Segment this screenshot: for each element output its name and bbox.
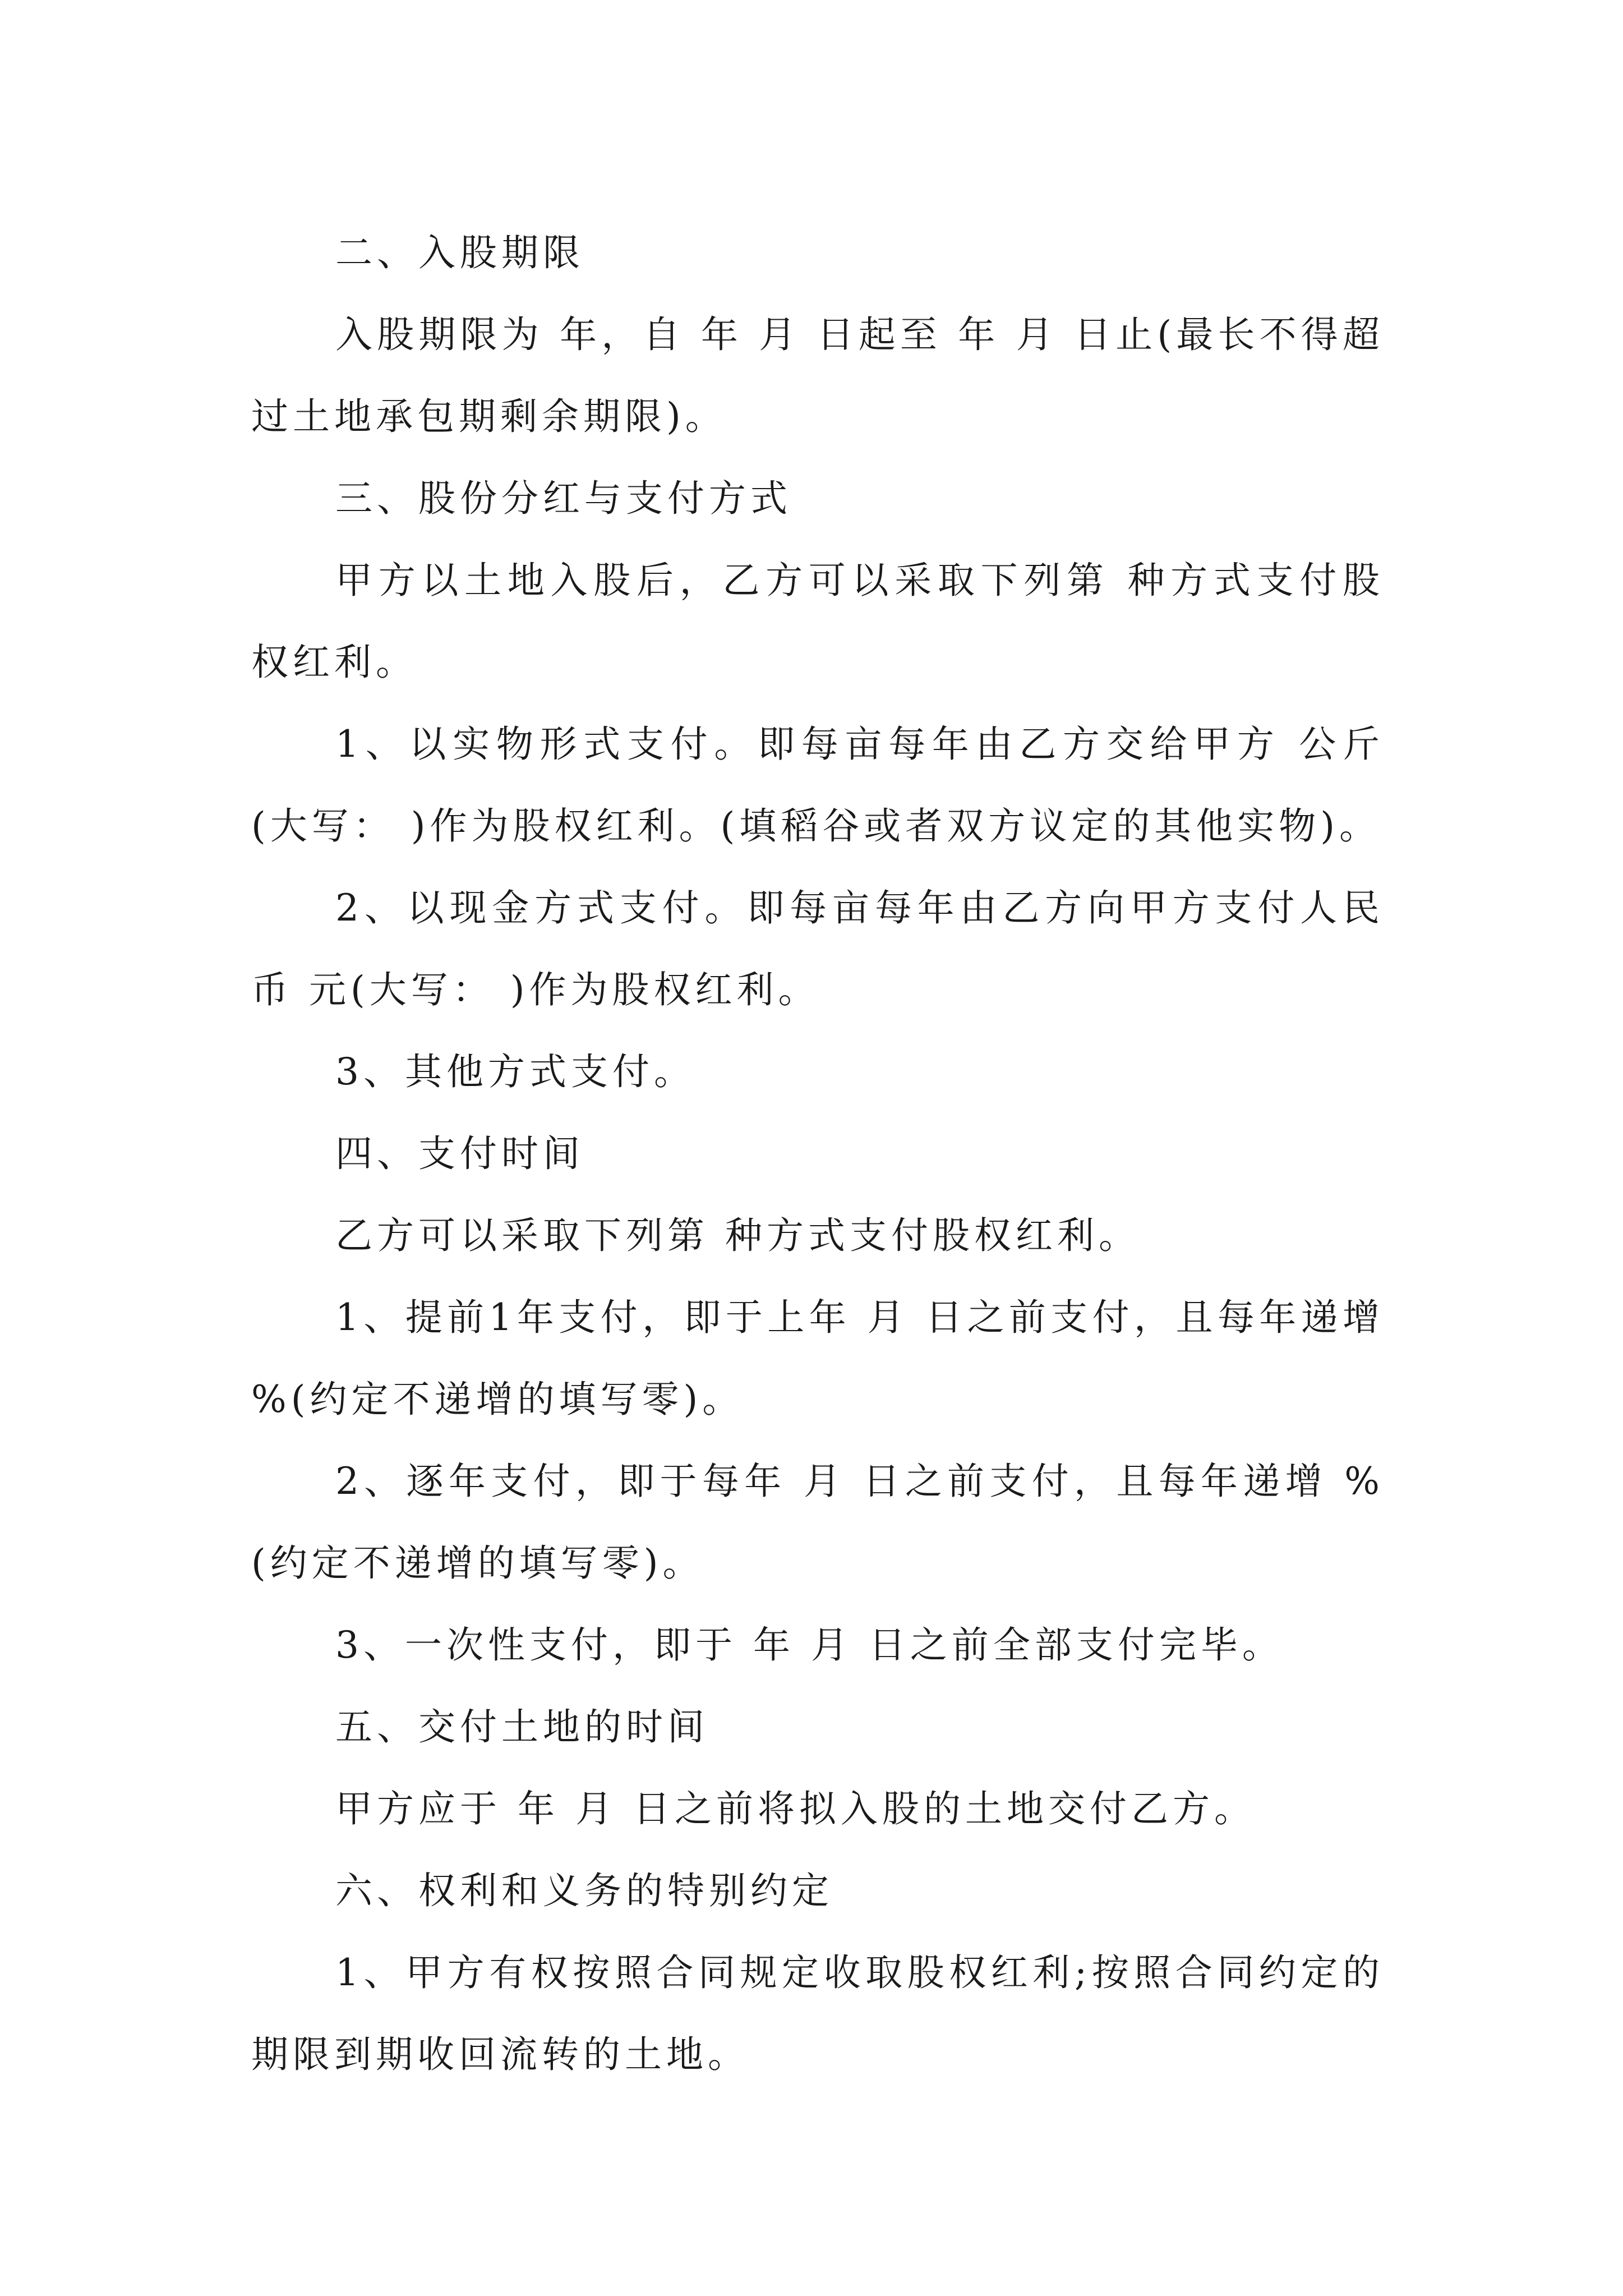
document-body	[251, 212, 1400, 2096]
paragraph-term: 入股期限为 年，自 年 月 日起至 年 月 日止(最长不得超过土地承包期剩余期限)。	[251, 313, 1384, 438]
section-heading-3: 三、股份分红与支付方式	[335, 477, 792, 520]
paragraph-lump-sum: 3、一次性支付，即于 年 月 日之前全部支付完毕。	[335, 1623, 1284, 1667]
paragraph-payment-method: 乙方可以采取下列第 种方式支付股权红利。	[335, 1214, 1140, 1257]
section-heading-6: 六、权利和义务的特别约定	[335, 1869, 833, 1912]
paragraph-yearly-payment: 2、逐年支付，即于每年 月 日之前支付，且每年递增 %(约定不递增的填写零)。	[251, 1460, 1384, 1585]
section-heading-2: 二、入股期限	[335, 231, 584, 274]
paragraph-in-kind: 1、以实物形式支付。即每亩每年由乙方交给甲方 公斤(大写： )作为股权红利。(填稻谷或者双方议定的其他实物)。	[251, 723, 1384, 848]
paragraph-advance-payment: 1、提前1年支付，即于上年 月 日之前支付，且每年递增 %(约定不递增的填写零)。	[251, 1296, 1400, 1421]
paragraph-delivery: 甲方应于 年 月 日之前将拟入股的土地交付乙方。	[335, 1787, 1256, 1830]
paragraph-dividend-method: 甲方以土地入股后，乙方可以采取下列第 种方式支付股权红利。	[251, 559, 1384, 684]
paragraph-rights: 1、甲方有权按照合同规定收取股权红利;按照合同约定的期限到期收回流转的土地。	[251, 1951, 1384, 2076]
section-heading-5: 五、交付土地的时间	[335, 1705, 709, 1749]
paragraph-cash: 2、以现金方式支付。即每亩每年由乙方向甲方支付人民币 元(大写： )作为股权红利。	[251, 886, 1384, 1011]
paragraph-other: 3、其他方式支付。	[335, 1050, 695, 1093]
section-heading-4: 四、支付时间	[335, 1132, 584, 1175]
